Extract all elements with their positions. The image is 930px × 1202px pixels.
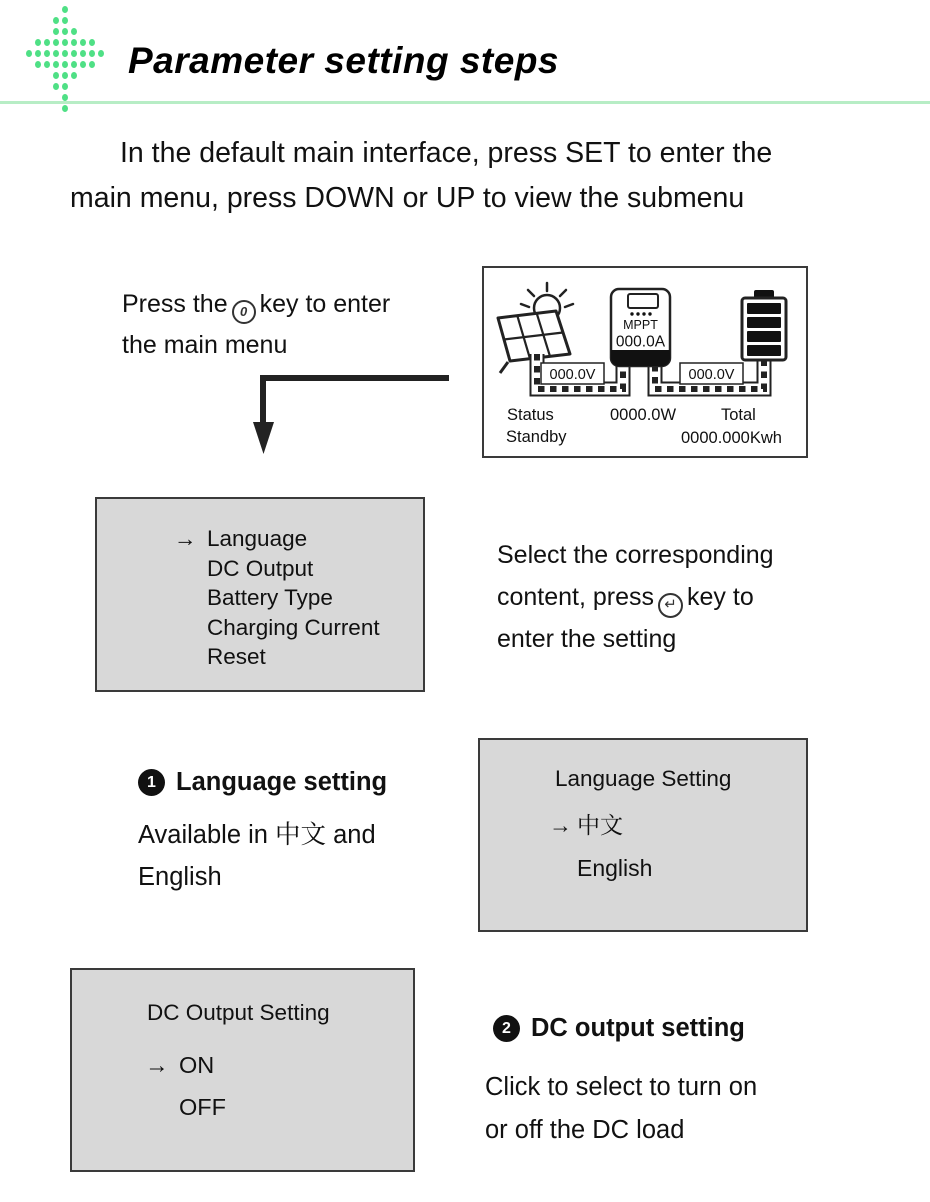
cursor-arrow: → bbox=[549, 812, 572, 838]
select-note bbox=[497, 534, 774, 660]
menu-item-reset bbox=[174, 642, 380, 672]
mppt-controller-icon bbox=[611, 289, 670, 366]
status-label: Status bbox=[507, 406, 554, 424]
mppt-label: MPPT bbox=[623, 318, 658, 332]
menu-item-label: Language bbox=[207, 526, 308, 551]
total-label: Total bbox=[721, 406, 756, 424]
svg-text:000.0V: 000.0V bbox=[688, 367, 735, 383]
set-key-glyph: 0 bbox=[239, 304, 248, 319]
dc-output-setting-screen bbox=[70, 968, 415, 1172]
svg-text:000.0V: 000.0V bbox=[549, 367, 596, 383]
menu-item-language bbox=[174, 524, 380, 554]
press-key-text-before: Press the bbox=[122, 290, 228, 318]
select-note-line-1: Select the corresponding bbox=[497, 541, 774, 569]
dc-section-heading bbox=[493, 1014, 745, 1043]
page-title: Parameter setting steps bbox=[128, 40, 560, 81]
main-display-diagram bbox=[484, 268, 806, 456]
intro-paragraph bbox=[70, 131, 870, 221]
main-menu-screen bbox=[95, 497, 425, 692]
language-screen-title: Language Setting bbox=[555, 766, 732, 791]
menu-item-dc-output bbox=[174, 554, 380, 584]
option-off bbox=[145, 1086, 226, 1128]
dc-body-line-1: Click to select to turn on bbox=[485, 1073, 758, 1101]
set-key-icon bbox=[232, 300, 256, 324]
status-value: Standby bbox=[506, 428, 567, 446]
option-label: 中文 bbox=[577, 812, 623, 838]
enter-key-icon bbox=[658, 593, 683, 618]
select-note-text-after: key to bbox=[687, 583, 754, 611]
menu-item-charging-current bbox=[174, 613, 380, 643]
dc-screen-title: DC Output Setting bbox=[147, 1000, 330, 1025]
select-note-line-3: enter the setting bbox=[497, 625, 677, 653]
step-2-badge: 2 bbox=[493, 1015, 520, 1042]
down-arrow bbox=[253, 370, 453, 460]
battery-icon bbox=[742, 290, 786, 360]
option-label: ON bbox=[179, 1052, 215, 1078]
option-label: OFF bbox=[179, 1094, 226, 1120]
intro-line-2: main menu, press DOWN or UP to view the submenu bbox=[70, 182, 745, 214]
battery-voltage-label bbox=[680, 363, 743, 384]
green-divider bbox=[0, 101, 930, 104]
language-section-body bbox=[138, 814, 376, 898]
main-menu-list bbox=[174, 524, 380, 672]
option-label: English bbox=[577, 855, 653, 881]
select-note-line-2 bbox=[497, 576, 774, 618]
dc-options bbox=[145, 1044, 226, 1128]
intro-line-1: In the default main interface, press SET to enter the bbox=[120, 137, 773, 169]
select-note-text-before: content, press bbox=[497, 583, 655, 611]
main-display-screen bbox=[482, 266, 808, 458]
language-section-title: Language setting bbox=[176, 768, 388, 796]
menu-item-label: Battery Type bbox=[207, 585, 333, 610]
cursor-arrow: → bbox=[145, 1052, 169, 1078]
mppt-current: 000.0A bbox=[615, 333, 666, 351]
language-body-line-1: Available in 中文 and bbox=[138, 821, 376, 849]
total-value: 0000.000Kwh bbox=[681, 429, 782, 447]
power-value: 0000.0W bbox=[610, 406, 677, 424]
dc-body-line-2: or off the DC load bbox=[485, 1116, 685, 1144]
step-1-badge: 1 bbox=[138, 769, 165, 796]
press-key-line-2: the main menu bbox=[122, 331, 288, 359]
dc-section-title: DC output setting bbox=[531, 1014, 745, 1042]
option-english bbox=[549, 847, 652, 890]
pv-voltage-label bbox=[541, 363, 604, 384]
language-options bbox=[549, 804, 652, 890]
language-setting-screen bbox=[478, 738, 808, 932]
cursor-arrow: → bbox=[174, 526, 197, 551]
enter-key-glyph: ↵ bbox=[664, 596, 677, 613]
dc-section-body bbox=[485, 1066, 757, 1152]
option-chinese bbox=[549, 804, 652, 847]
language-body-line-2: English bbox=[138, 863, 222, 891]
option-on bbox=[145, 1044, 226, 1086]
press-key-note bbox=[122, 284, 390, 366]
menu-item-battery-type bbox=[174, 583, 380, 613]
menu-item-label: DC Output bbox=[207, 555, 314, 581]
press-key-line-1 bbox=[122, 284, 390, 325]
menu-item-label: Charging Current bbox=[207, 614, 380, 640]
menu-item-label: Reset bbox=[207, 644, 266, 669]
press-key-text-after: key to enter bbox=[259, 290, 391, 318]
language-section-heading bbox=[138, 768, 387, 797]
